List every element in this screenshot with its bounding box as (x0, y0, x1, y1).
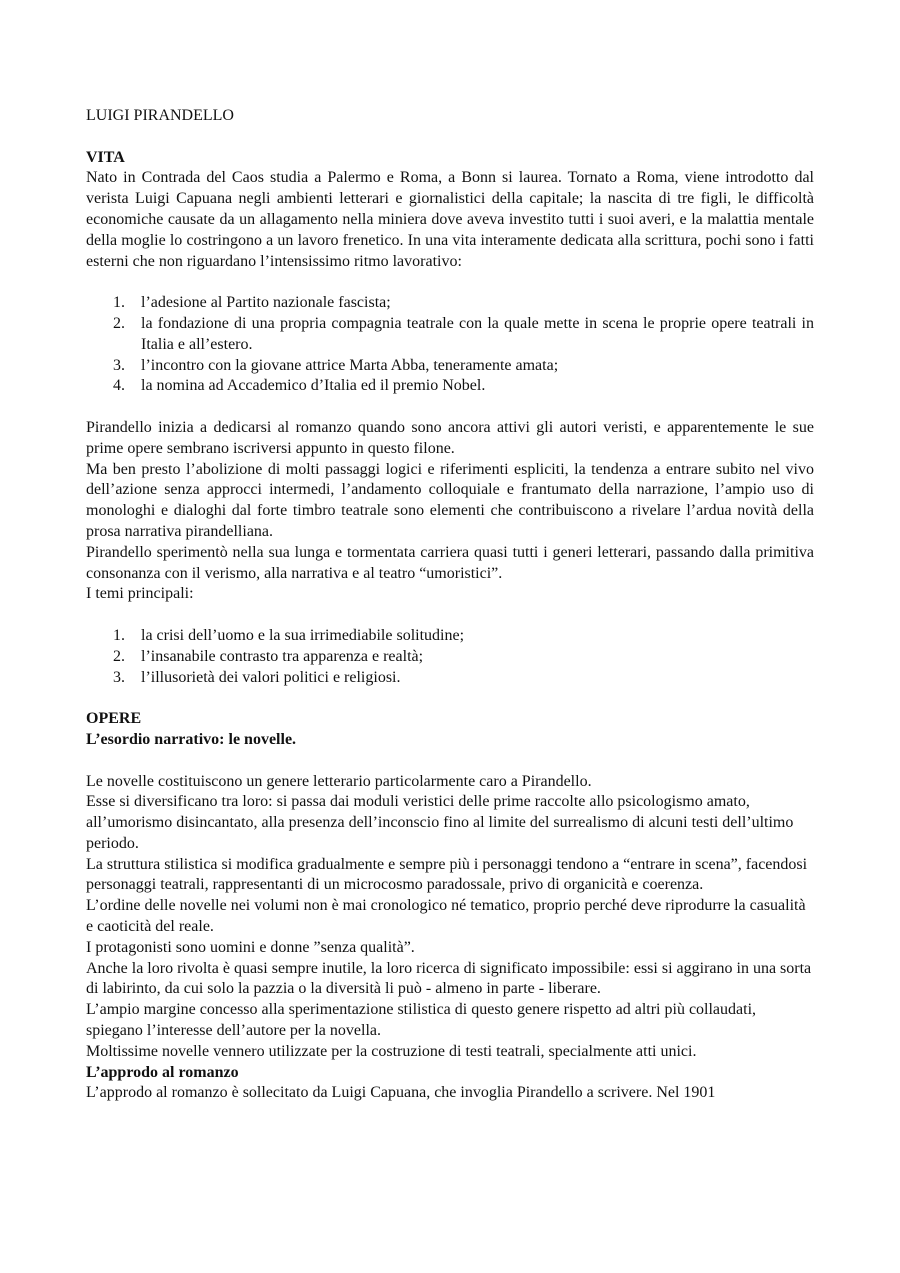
list-item-text: l’incontro con la giovane attrice Marta Abba, teneramente amata; (141, 356, 559, 374)
romanzo-paragraph-line: Pirandello sperimentò nella sua lunga e tormentata carriera quasi tutti i generi letterari, passando dalla primitiva consonanza con il verismo, alla narrativa e al teatro “umoristici”. (86, 543, 814, 582)
list-number: 1. (113, 626, 125, 644)
novelle-line: L’ampio margine concesso alla sperimentazione stilistica di questo genere rispetto ad altri più collaudati, spiegano l’interesse dell’autore per la novella. (86, 1001, 757, 1040)
list-number: 2. (113, 647, 125, 665)
list-number: 1. (113, 294, 125, 312)
list-number: 3. (113, 356, 125, 374)
document-title: LUIGI PIRANDELLO (86, 107, 234, 124)
novelle-line: L’ordine delle novelle nei volumi non è mai cronologico né tematico, proprio perché deve riprodurre la casualità e caoticità del reale. (86, 897, 806, 936)
novelle-line: Moltissime novelle vennero utilizzate per la costruzione di testi teatrali, specialmente atti unici. (86, 1042, 697, 1060)
approdo-paragraph: L’approdo al romanzo è sollecitato da Luigi Capuana, che invoglia Pirandello a scrivere. Nel 1901 (86, 1084, 716, 1102)
list-item (86, 626, 814, 647)
list-item-text: l’adesione al Partito nazionale fascista; (141, 294, 391, 312)
romanzo-paragraph-line: Ma ben presto l’abolizione di molti passaggi logici e riferimenti espliciti, la tendenza a entrare subito nel vivo dell’azione senza approcci intermedi, l’andamento colloquiale e frantumato della narrazione, l’ampio uso di monologhi e dialoghi dal forte timbro teatrale sono elementi che contribuiscono a rivelare l’ardua novità della prosa narrativa pirandelliana. (86, 460, 814, 540)
list-item (86, 376, 814, 397)
list-item (86, 356, 814, 377)
spacer (86, 688, 814, 709)
spacer (86, 605, 814, 626)
vita-paragraph: Nato in Contrada del Caos studia a Palermo e Roma, a Bonn si laurea. Tornato a Roma, viene introdotto dal verista Luigi Capuana negli ambienti letterari e giornalistici della capitale; la nascita di tre figli, le difficoltà economiche causate da un allagamento nella miniera dove aveva investito tutti i suoi averi, e la malattia mentale della moglie lo costringono a un lavoro frenetico. In una vita interamente dedicata alla scrittura, pochi sono i fatti esterni che non riguardano l’intensissimo ritmo lavorativo: (86, 169, 814, 270)
spacer (86, 397, 814, 418)
list-item-text: l’illusorietà dei valori politici e religiosi. (141, 668, 401, 686)
romanzo-paragraph-line: Pirandello inizia a dedicarsi al romanzo quando sono ancora attivi gli autori veristi, e apparentemente le sue prime opere sembrano iscriversi appunto in questo filone. (86, 418, 814, 457)
list-item-text: l’insanabile contrasto tra apparenza e realtà; (141, 647, 424, 665)
list-number: 3. (113, 668, 125, 686)
subheading-esordio: L’esordio narrativo: le novelle. (86, 730, 297, 748)
novelle-line: Anche la loro rivolta è quasi sempre inutile, la loro ricerca di significato impossibile: essi si aggirano in una sorta di labirinto, da cui solo la pazzia o la diversità li può - almeno in parte - liberare. (86, 959, 812, 998)
list-item-text: la nomina ad Accademico d’Italia ed il premio Nobel. (141, 377, 486, 395)
list-item (86, 668, 814, 689)
themes-list (86, 626, 814, 688)
list-item (86, 293, 814, 314)
list-item-text: la crisi dell’uomo e la sua irrimediabile solitudine; (141, 626, 465, 644)
list-item (86, 314, 814, 356)
spacer (86, 127, 814, 148)
section-heading-opere: OPERE (86, 710, 142, 728)
spacer (86, 751, 814, 772)
list-number: 2. (113, 314, 125, 332)
list-number: 4. (113, 377, 125, 395)
novelle-line: I protagonisti sono uomini e donne ”senza qualità”. (86, 938, 415, 956)
subheading-approdo: L’approdo al romanzo (86, 1063, 239, 1081)
novelle-line: Le novelle costituiscono un genere letterario particolarmente caro a Pirandello. (86, 772, 592, 790)
list-item-text: la fondazione di una propria compagnia teatrale con la quale mette in scena le proprie opere teatrali in Italia e all’estero. (141, 314, 814, 353)
document-page (86, 106, 814, 1104)
list-item (86, 647, 814, 668)
section-heading-vita: VITA (86, 148, 125, 166)
novelle-line: Esse si diversificano tra loro: si passa dai moduli veristici delle prime raccolte allo psicologismo amato, all’umorismo disincantato, alla presenza dell’inconscio fino al limite del surrealismo di alcuni testi dell’ultimo periodo. (86, 793, 794, 852)
life-events-list (86, 293, 814, 397)
spacer (86, 272, 814, 293)
romanzo-paragraph-line: I temi principali: (86, 585, 194, 603)
novelle-line: La struttura stilistica si modifica gradualmente e sempre più i personaggi tendono a “entrare in scena”, facendosi personaggi teatrali, rappresentanti di un microcosmo paradossale, privo di organicità e coerenza. (86, 855, 808, 894)
